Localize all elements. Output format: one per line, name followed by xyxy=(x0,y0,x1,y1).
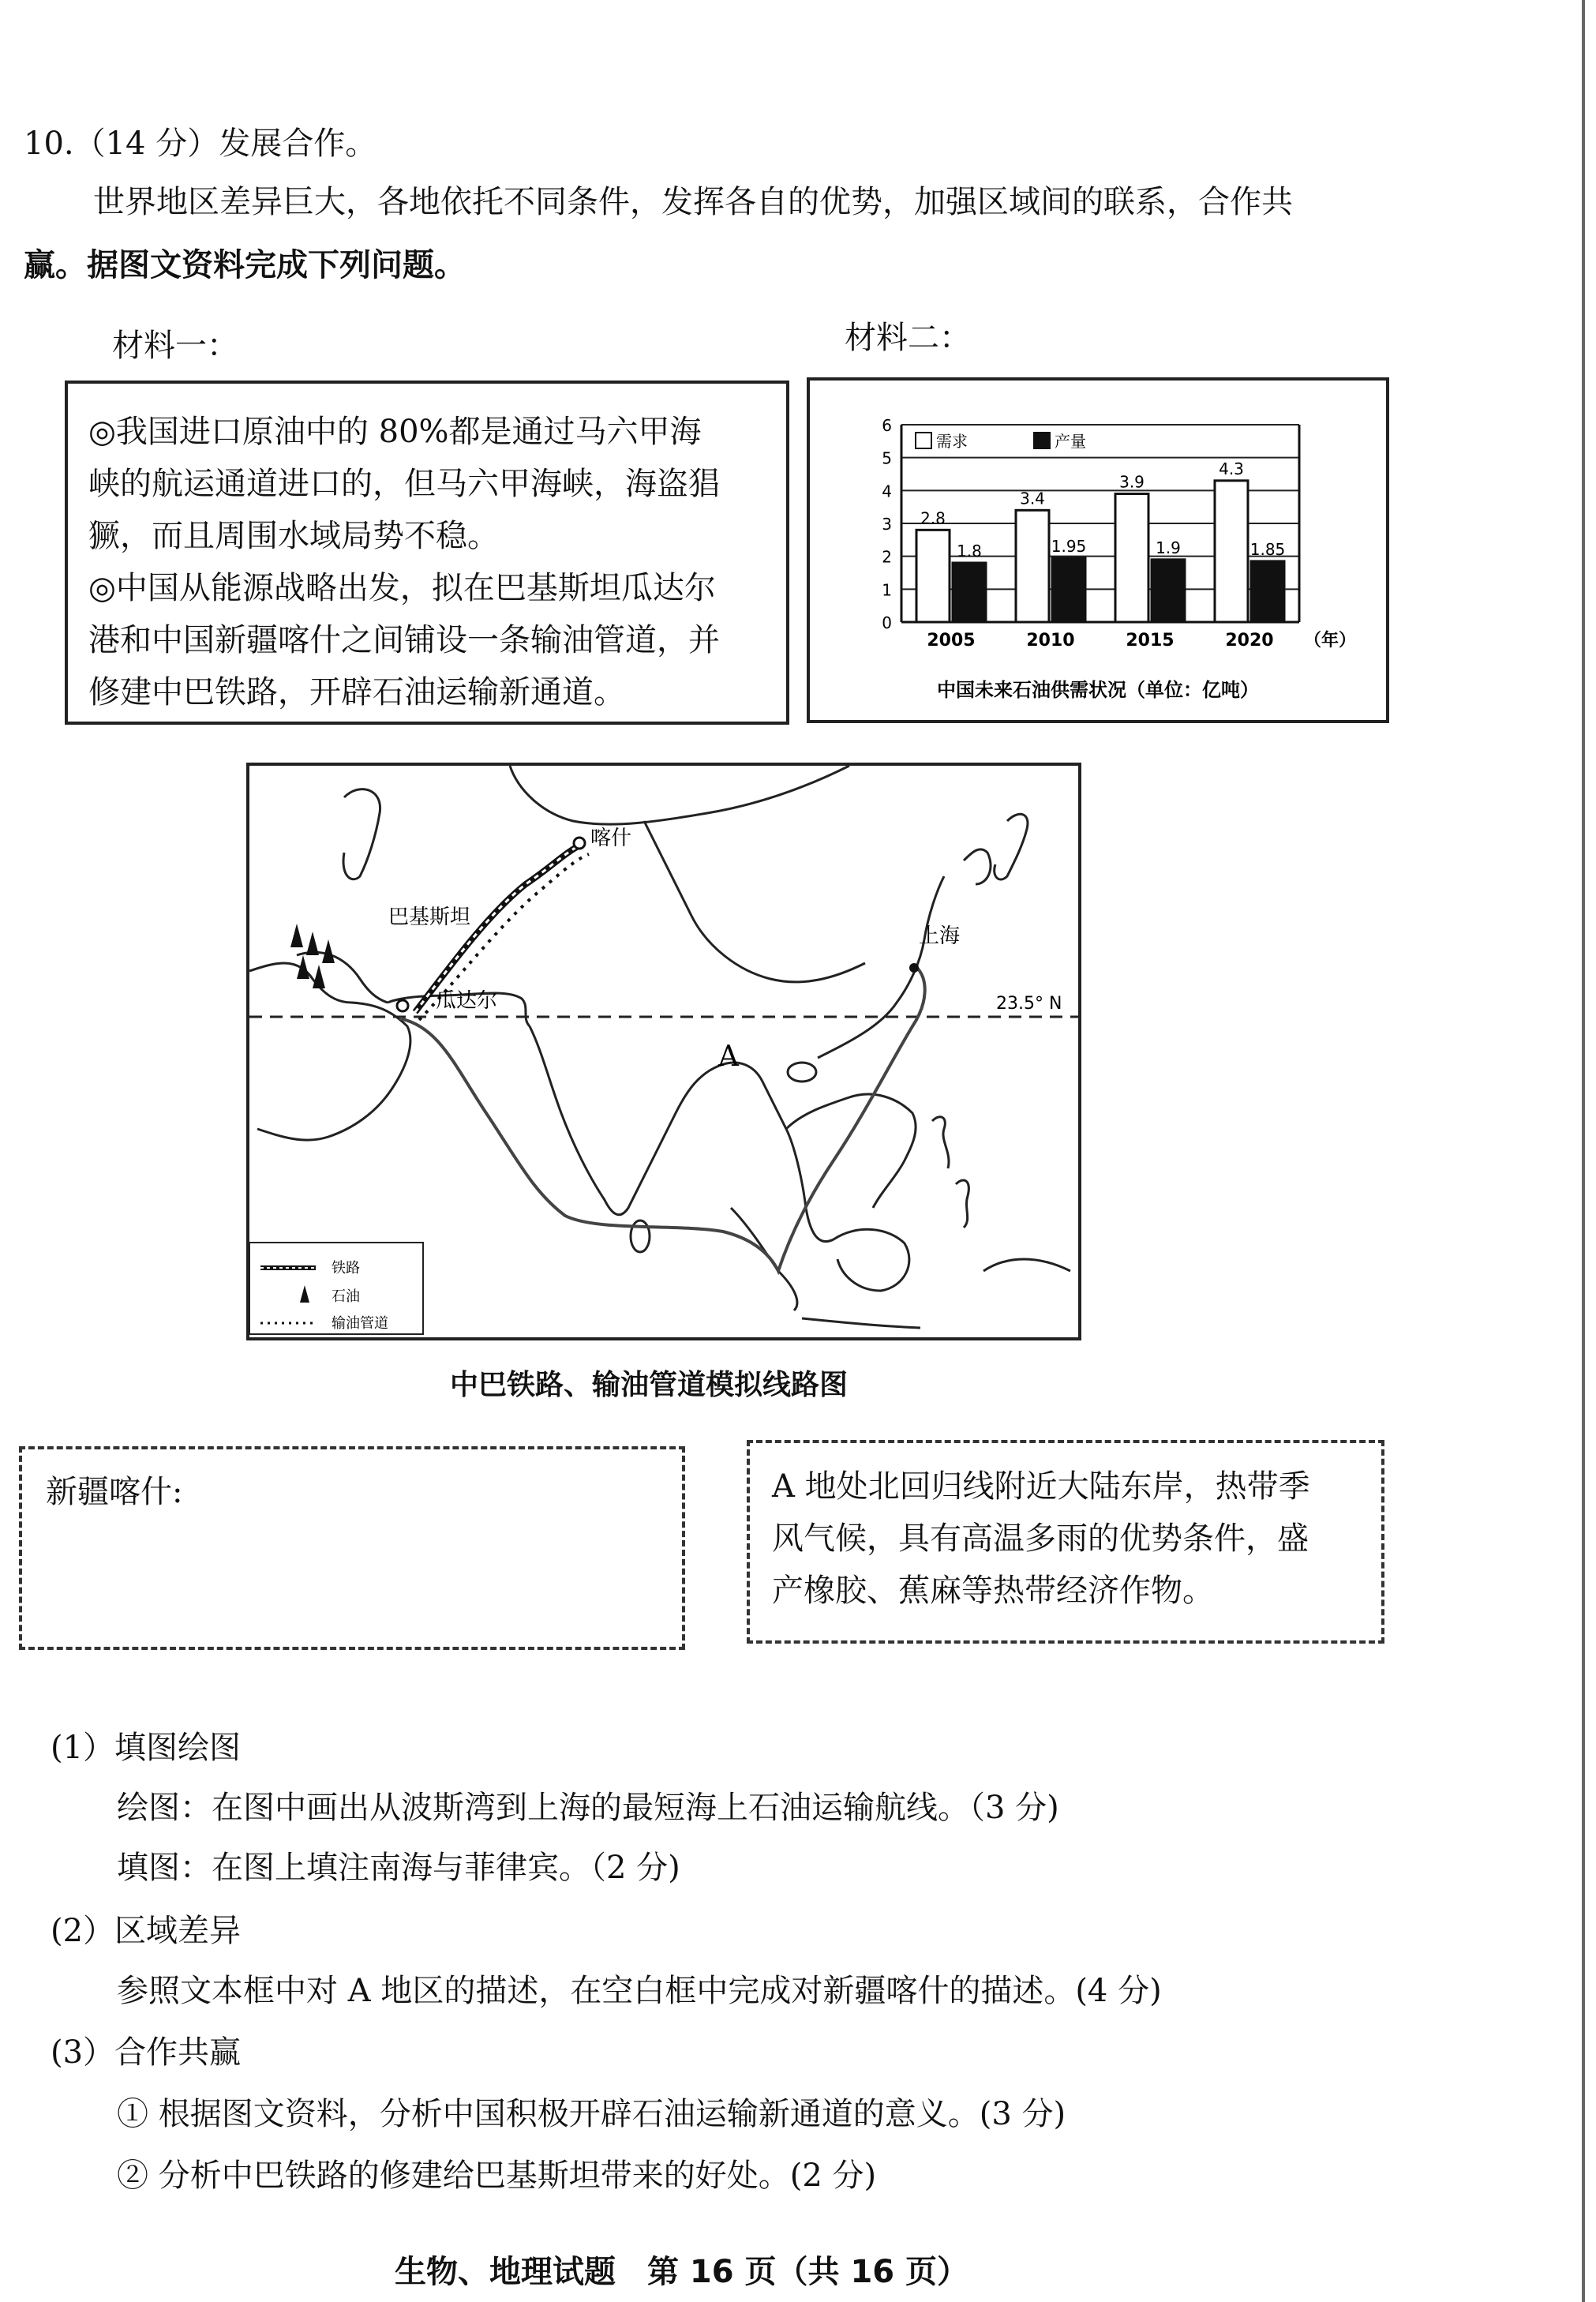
chart-y-tick: 3 xyxy=(882,515,892,534)
material1-line: 港和中国新疆喀什之间铺设一条输油管道，并 xyxy=(88,622,720,658)
region-a-line: 产橡胶、蕉麻等热带经济作物。 xyxy=(772,1573,1214,1609)
material1-text xyxy=(88,406,720,718)
region-a-line: A 地处北回归线附近大陆东岸，热带季 xyxy=(772,1468,1310,1505)
oil-supply-demand-chart xyxy=(810,381,1386,720)
region-a-description-box xyxy=(747,1440,1384,1644)
chart-y-tick: 1 xyxy=(882,580,892,600)
shanghai-point xyxy=(909,963,919,973)
gwadar-point xyxy=(397,1000,408,1011)
kashgar-point xyxy=(574,838,585,849)
chart-bar-demand xyxy=(1115,494,1148,623)
chart-data-label: 1.95 xyxy=(1051,536,1087,556)
legend-pipeline: 输油管道 xyxy=(332,1315,388,1332)
gwadar-label: 瓜达尔 xyxy=(436,989,498,1013)
chart-data-label: 1.8 xyxy=(957,542,982,561)
chart-bar-production xyxy=(953,563,986,622)
tropic-label: 23.5° N xyxy=(996,994,1062,1014)
chart-x-tick: 2005 xyxy=(927,631,976,650)
material1-box xyxy=(65,381,789,725)
chart-legend-demand: 需求 xyxy=(936,432,968,451)
sub2-title: (2）区域差异 xyxy=(51,1913,242,1949)
region-a-label: A xyxy=(718,1040,739,1073)
kashgar-label: 喀什 xyxy=(590,827,632,850)
page-footer: 生物、地理试题 第 16 页（共 16 页） xyxy=(395,2254,969,2290)
chart-data-label: 1.9 xyxy=(1156,538,1181,557)
chart-data-label: 3.9 xyxy=(1119,472,1145,492)
sub1-fill: 填图：在图上填注南海与菲律宾。（2 分) xyxy=(117,1850,680,1886)
material1-line: ◎我国进口原油中的 80%都是通过马六甲海 xyxy=(88,414,702,450)
chart-title: 中国未来石油供需状况（单位：亿吨） xyxy=(937,679,1259,701)
chart-bar-demand xyxy=(1215,481,1248,622)
kashgar-box-label: 新疆喀什: xyxy=(46,1474,183,1510)
sub1-draw: 绘图：在图中画出从波斯湾到上海的最短海上石油运输航线。（3 分) xyxy=(117,1790,1059,1826)
map-legend xyxy=(249,1243,423,1334)
sub3-item2: ② 分析中巴铁路的修建给巴基斯坦带来的好处。(2 分) xyxy=(117,2158,877,2194)
legend-railway: 铁路 xyxy=(332,1260,360,1277)
question-intro-line1: 世界地区差异巨大，各地依托不同条件，发挥各自的优势，加强区域间的联系，合作共 xyxy=(93,184,1293,220)
kashgar-answer-box[interactable] xyxy=(19,1446,685,1650)
material2-label: 材料二： xyxy=(845,320,971,356)
material1-line: 峡的航运通道进口的，但马六甲海峡，海盗猖 xyxy=(88,466,720,502)
legend-oil: 石油 xyxy=(332,1288,360,1305)
material1-label: 材料一： xyxy=(112,328,238,364)
chart-y-tick: 5 xyxy=(882,448,892,468)
chart-y-tick: 4 xyxy=(882,482,892,501)
chart-x-tick: 2010 xyxy=(1026,631,1075,650)
chart-bar-production xyxy=(1152,560,1185,622)
sub3-item1: ① 根据图文资料，分析中国积极开辟石油运输新通道的意义。(3 分) xyxy=(117,2096,1066,2132)
chart-data-label: 3.4 xyxy=(1020,489,1045,508)
chart-x-unit: （年） xyxy=(1304,631,1357,650)
pakistan-label: 巴基斯坦 xyxy=(388,905,471,929)
chart-x-tick: 2020 xyxy=(1225,631,1274,650)
route-map-drawing xyxy=(249,766,1078,1337)
chart-legend-production: 产量 xyxy=(1055,432,1086,451)
chart-bar-production xyxy=(1251,561,1284,622)
chart-y-tick: 6 xyxy=(882,416,892,435)
route-map xyxy=(246,763,1081,1340)
question-intro-line2: 赢。据图文资料完成下列问题。 xyxy=(24,247,466,283)
region-a-line: 风气候，具有高温多雨的优势条件，盛 xyxy=(772,1520,1309,1557)
material1-line: 獗，而且周围水域局势不稳。 xyxy=(88,518,499,554)
chart-data-label: 2.8 xyxy=(920,508,946,528)
sub1-title: (1）填图绘图 xyxy=(51,1730,242,1766)
chart-data-label: 4.3 xyxy=(1219,459,1244,478)
chart-bar-production xyxy=(1052,558,1085,622)
material2-box xyxy=(807,377,1389,723)
chart-data-label: 1.85 xyxy=(1249,539,1286,559)
sub2-text: 参照文本框中对 A 地区的描述，在空白框中完成对新疆喀什的描述。(4 分) xyxy=(117,1973,1162,2009)
chart-y-tick: 0 xyxy=(882,613,892,632)
chart-bar-demand xyxy=(1016,510,1049,622)
map-caption: 中巴铁路、输油管道模拟线路图 xyxy=(450,1369,849,1401)
region-a-text xyxy=(772,1460,1310,1617)
chart-bar-demand xyxy=(916,530,950,622)
shanghai-label: 上海 xyxy=(919,924,961,948)
material1-line: 修建中巴铁路，开辟石油运输新通道。 xyxy=(88,674,625,710)
chart-legend-swatch-demand xyxy=(916,433,931,448)
chart-legend-swatch-production xyxy=(1034,433,1050,448)
material1-line: ◎中国从能源战略出发，拟在巴基斯坦瓜达尔 xyxy=(88,570,716,606)
scan-edge xyxy=(1582,0,1585,2302)
question-title: 10.（14 分）发展合作。 xyxy=(24,126,377,162)
chart-y-tick: 2 xyxy=(882,547,892,567)
chart-x-tick: 2015 xyxy=(1126,631,1175,650)
sub3-title: (3）合作共赢 xyxy=(51,2034,242,2071)
